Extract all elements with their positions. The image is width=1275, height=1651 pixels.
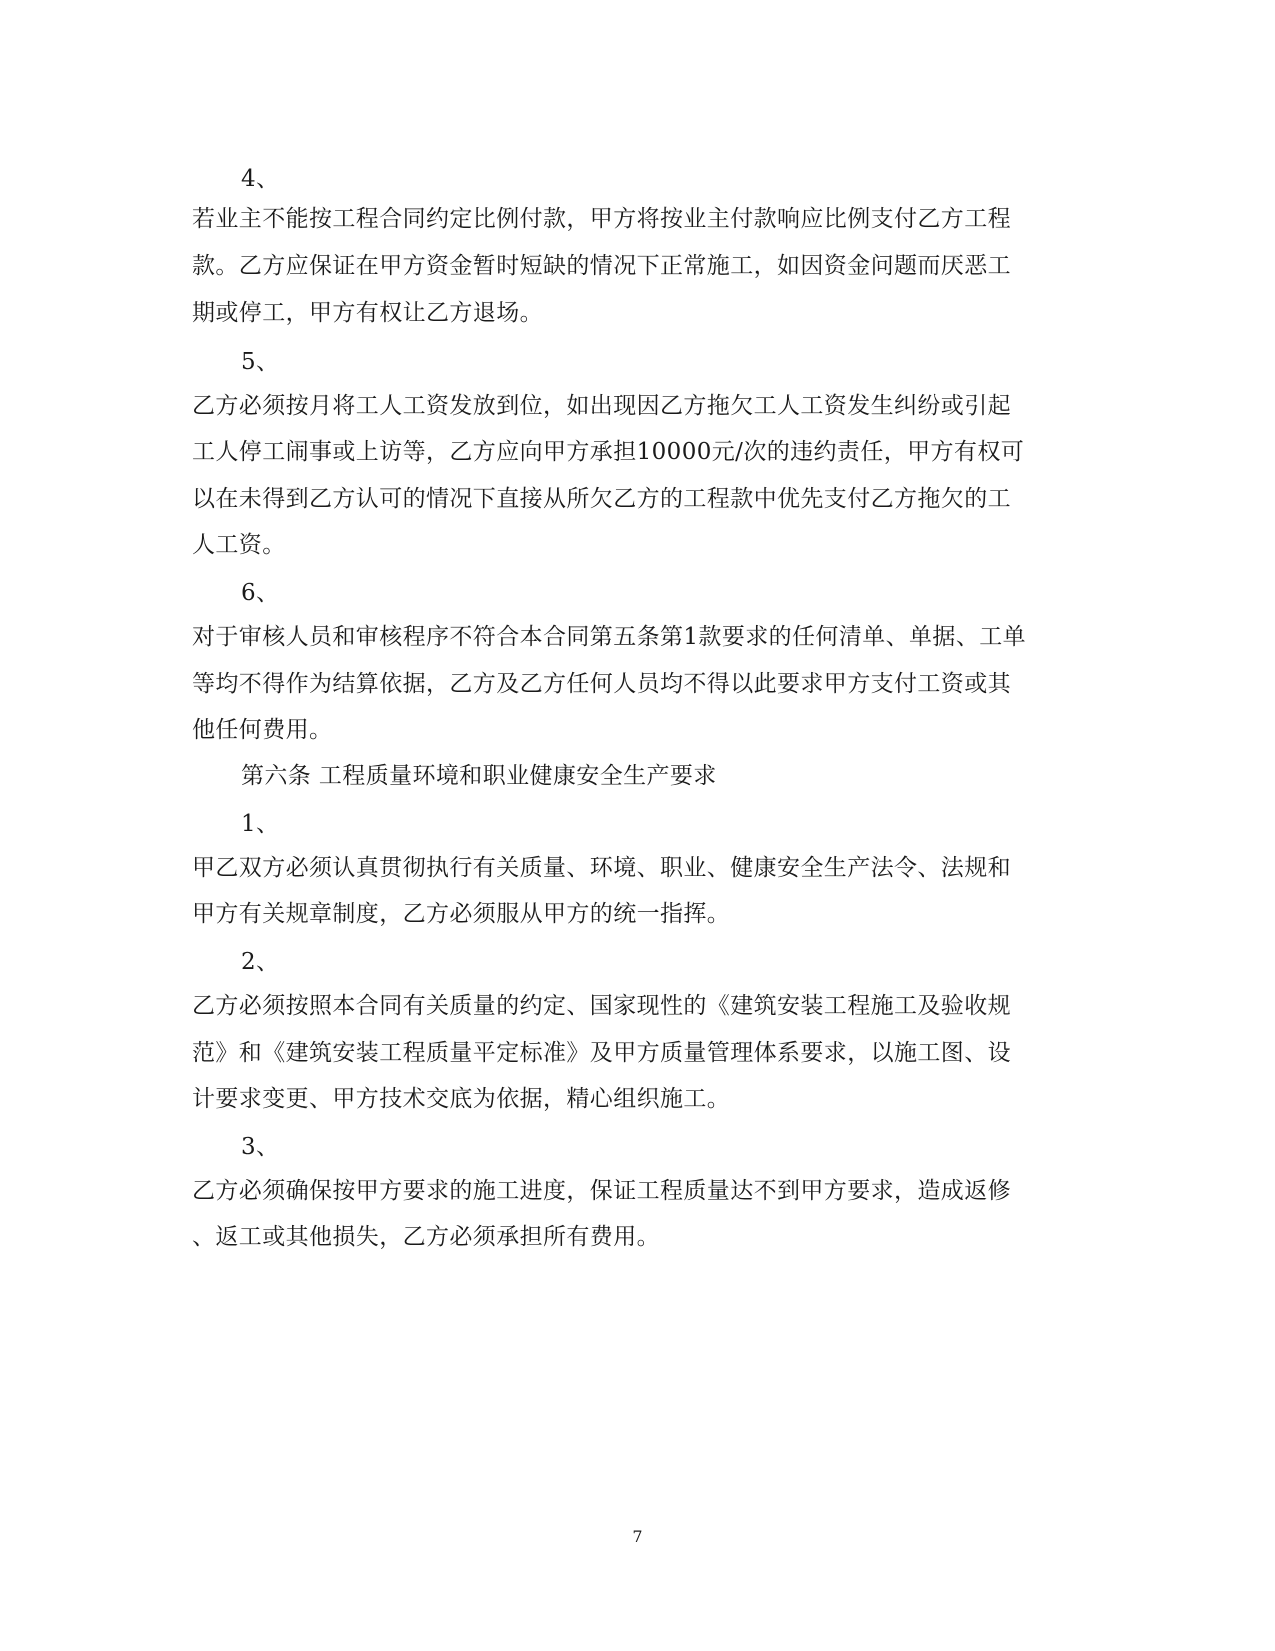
text-line: 期或停工，甲方有权让乙方退场。 (192, 300, 543, 326)
text-line: 款。乙方应保证在甲方资金暂时短缺的情况下正常施工，如因资金问题而厌恶工 (192, 253, 1011, 279)
text-line: 甲乙双方必须认真贯彻执行有关质量、环境、职业、健康安全生产法令、法规和 (192, 855, 1011, 881)
clause-number: 3、 (241, 1134, 280, 1160)
text-line: 范》和《建筑安装工程质量平定标准》及甲方质量管理体系要求，以施工图、设 (192, 1040, 1011, 1066)
section-heading: 第六条 工程质量环境和职业健康安全生产要求 (241, 763, 717, 789)
text-line: 乙方必须确保按甲方要求的施工进度，保证工程质量达不到甲方要求，造成返修 (192, 1178, 1011, 1204)
clause-number: 5、 (241, 349, 280, 375)
clause-number: 2、 (241, 949, 280, 975)
text-line: 人工资。 (192, 532, 286, 558)
page-number: 7 (632, 1527, 643, 1546)
text-line: 他任何费用。 (192, 717, 333, 743)
text-line: 工人停工闹事或上访等，乙方应向甲方承担10000元/次的违约责任，甲方有权可 (192, 439, 1025, 465)
text-line: 以在未得到乙方认可的情况下直接从所欠乙方的工程款中优先支付乙方拖欠的工 (192, 486, 1011, 512)
text-line: 甲方有关规章制度，乙方必须服从甲方的统一指挥。 (192, 901, 731, 927)
text-line: 若业主不能按工程合同约定比例付款，甲方将按业主付款响应比例支付乙方工程 (192, 206, 1011, 232)
text-line: 乙方必须按月将工人工资发放到位，如出现因乙方拖欠工人工资发生纠纷或引起 (192, 393, 1011, 419)
text-line: 计要求变更、甲方技术交底为依据，精心组织施工。 (192, 1086, 731, 1112)
text-line: 、返工或其他损失，乙方必须承担所有费用。 (192, 1224, 660, 1250)
clause-number: 6、 (241, 580, 280, 606)
clause-number: 1、 (241, 811, 280, 837)
text-line: 乙方必须按照本合同有关质量的约定、国家现性的《建筑安装工程施工及验收规 (192, 993, 1011, 1019)
text-line: 对于审核人员和审核程序不符合本合同第五条第1款要求的任何清单、单据、工单 (192, 624, 1027, 650)
clause-number: 4、 (241, 166, 280, 192)
text-line: 等均不得作为结算依据，乙方及乙方任何人员均不得以此要求甲方支付工资或其 (192, 671, 1011, 697)
